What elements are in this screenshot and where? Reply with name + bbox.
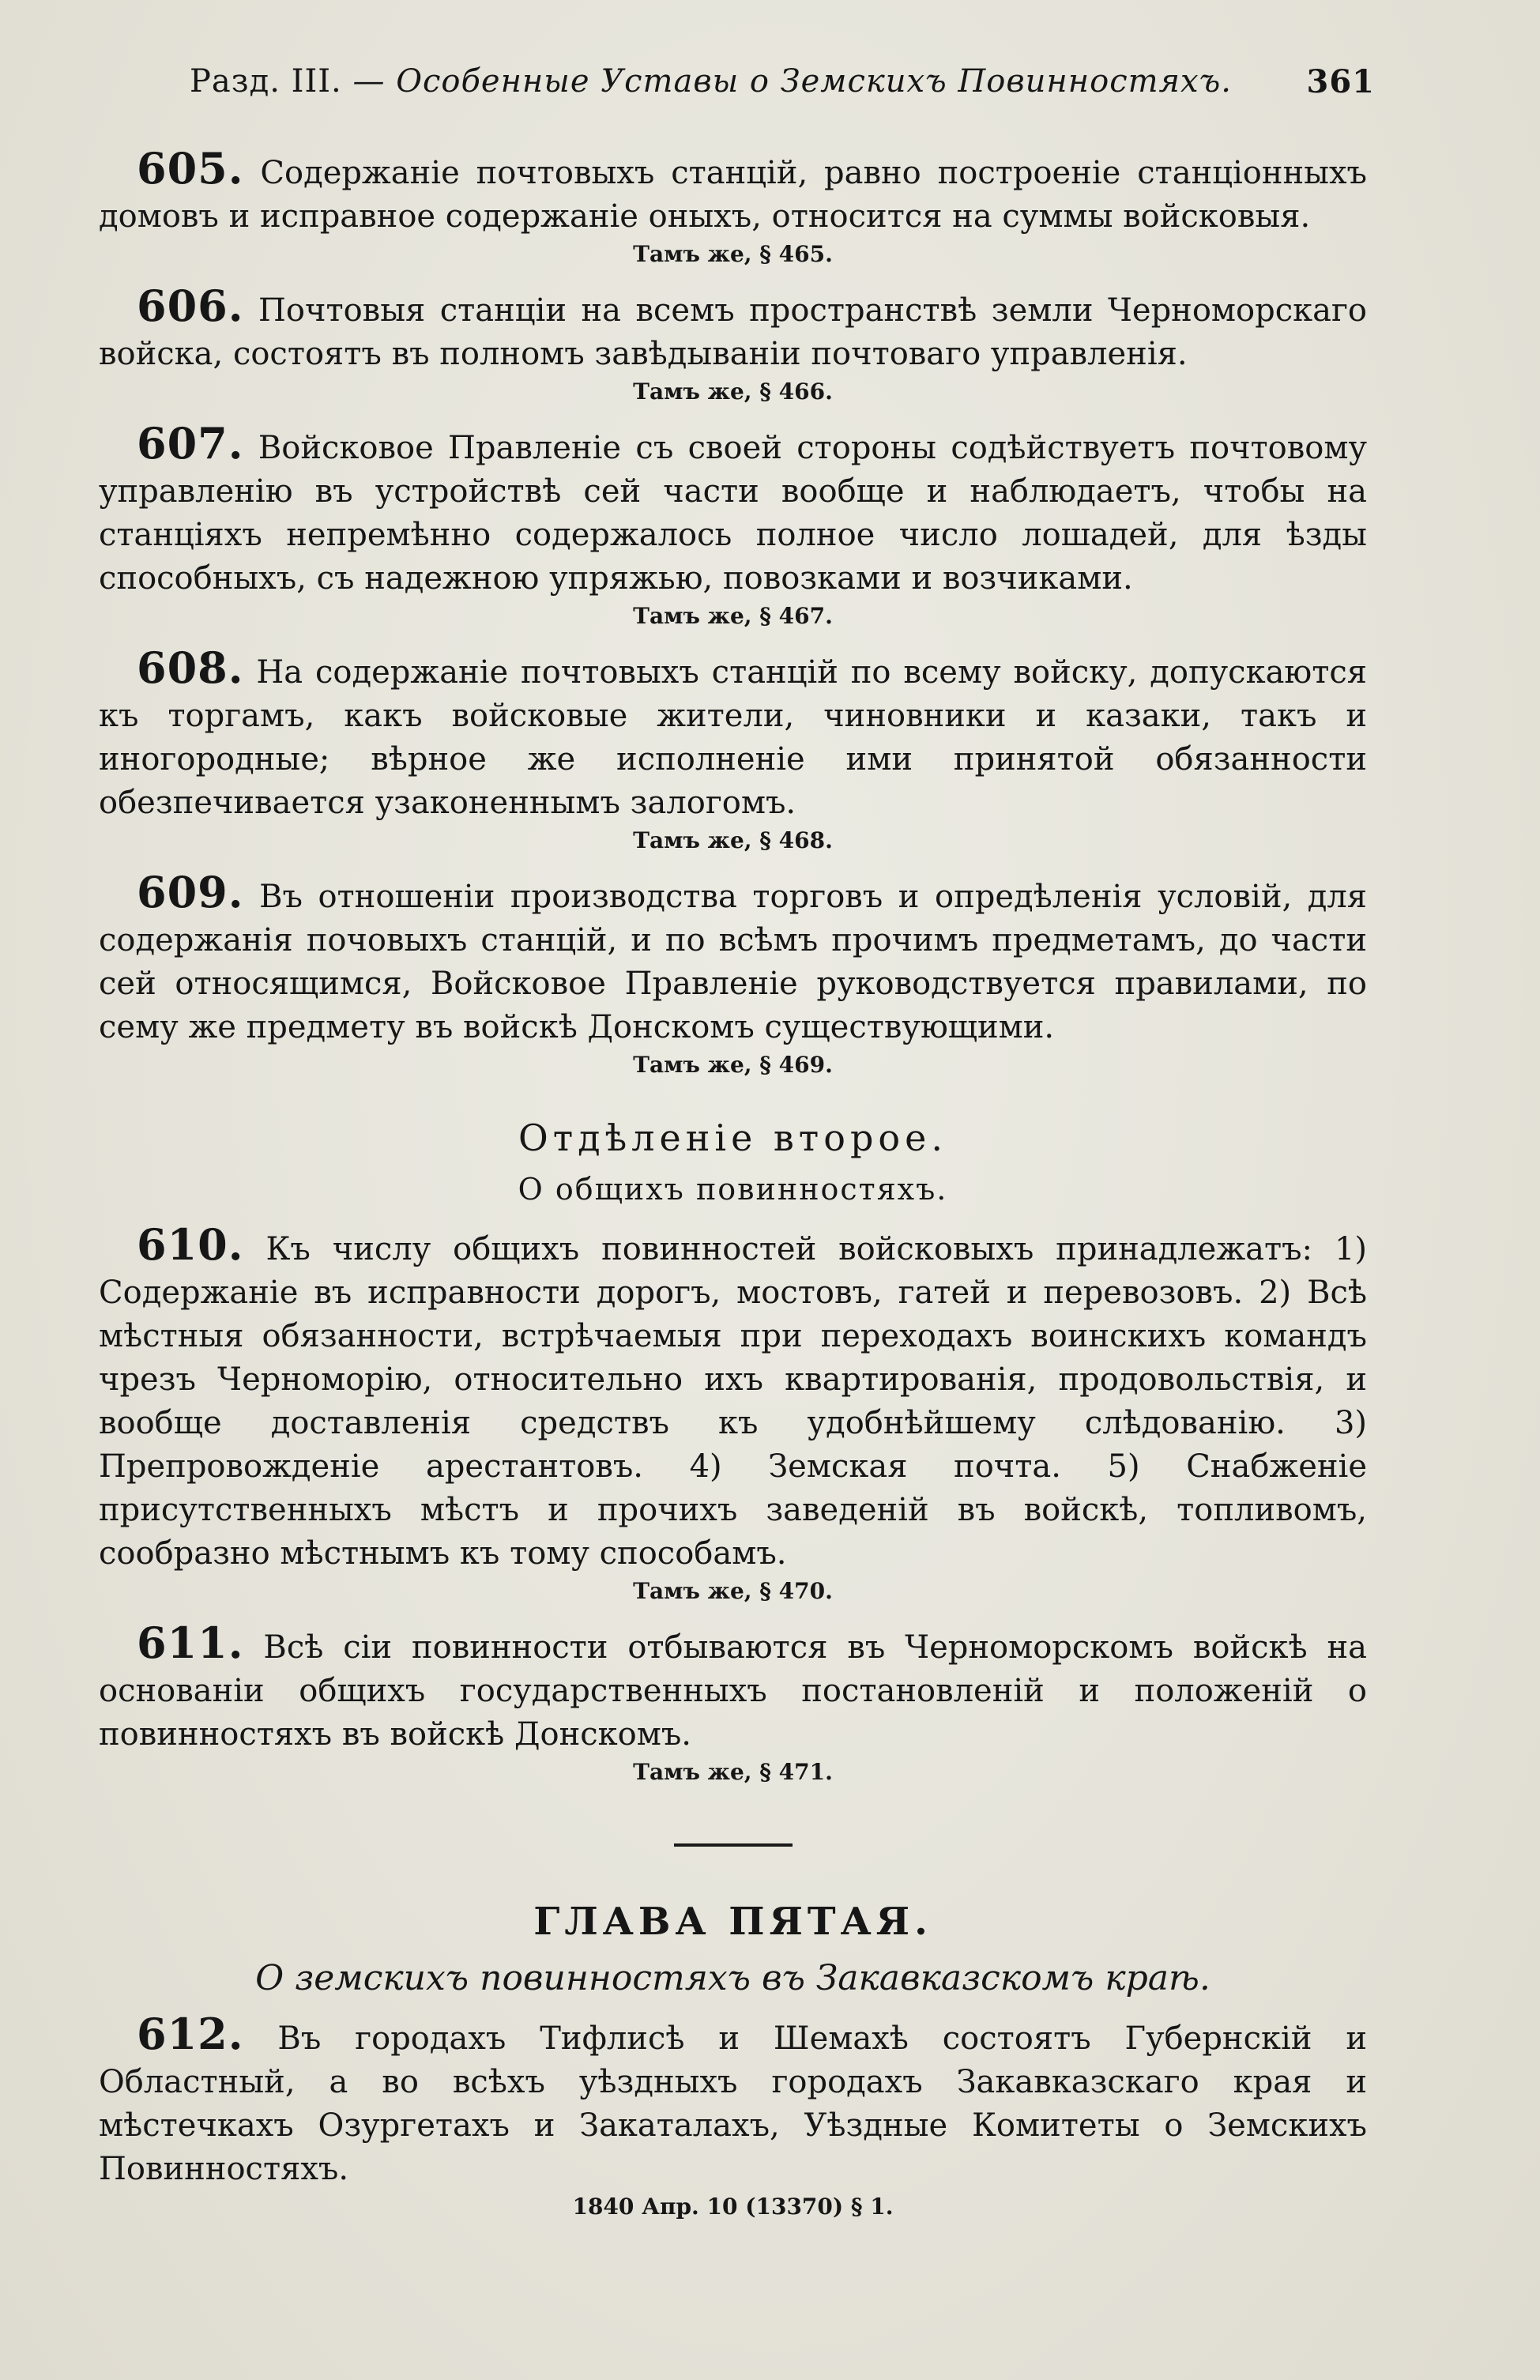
article-citation: Тамъ же, § 471.: [633, 1759, 833, 1785]
division-subtitle: О общихъ повинностяхъ.: [518, 1172, 948, 1207]
section-divider-rule: [674, 1843, 793, 1847]
article-number: 606.: [137, 281, 244, 331]
article-citation: Тамъ же, § 465.: [633, 241, 833, 267]
chapter-subtitle: О земскихъ повинностяхъ въ Закавказскомъ краѣ.: [255, 1958, 1211, 1998]
article-citation: Тамъ же, § 468.: [633, 827, 833, 853]
chapter-title: ГЛАВА ПЯТАЯ.: [533, 1900, 932, 1944]
article-number: 608.: [137, 642, 244, 693]
section-title: Особенные Уставы о Земскихъ Повинностяхъ.: [396, 63, 1232, 100]
article-text: Войсковое Правленіе съ своей стороны содѣйствуетъ почтовому управленію въ устройствѣ сей части вообще и наблюдаетъ, чтобы на станціяхъ непремѣнно содержалось полное число лошадей, для ѣзды способныхъ, съ надежною упряжью, повозками и возчиками.: [99, 430, 1368, 597]
article-606: [99, 281, 1368, 408]
article-citation: Тамъ же, § 466.: [633, 378, 833, 405]
article-citation: 1840 Апр. 10 (13370) § 1.: [572, 2194, 894, 2220]
article-text: Содержаніе почтовыхъ станцій, равно построеніе станціонныхъ домовъ и исправное содержаніе оныхъ, относится на суммы войсковыя.: [99, 155, 1367, 235]
page-number: 361: [1306, 63, 1375, 100]
article-609: [99, 867, 1368, 1081]
article-citation: Тамъ же, § 469.: [633, 1052, 833, 1078]
article-text: Всѣ сіи повинности отбываются въ Черноморскомъ войскѣ на основаніи общихъ государственныхъ постановленій и положеній о повинностяхъ въ войскѣ Донскомъ.: [99, 1629, 1367, 1753]
article-611: [99, 1617, 1367, 1788]
article-text: На содержаніе почтовыхъ станцій по всему войску, допускаются къ торгамъ, какъ войсковые жители, чиновники и казаки, такъ и иногородные; вѣрное же исполненіе ими принятой обязанности обезпечивается узаконеннымъ залогомъ.: [99, 654, 1368, 821]
article-608: [99, 642, 1368, 857]
article-612: [99, 2009, 1367, 2223]
article-607: [99, 418, 1368, 632]
article-text: Почтовыя станціи на всемъ пространствѣ земли Черноморскаго войска, состоятъ въ полномъ завѣдываніи почтоваго управленія.: [99, 292, 1368, 372]
article-610: [99, 1219, 1367, 1607]
article-number: 610.: [137, 1219, 244, 1270]
article-number: 612.: [137, 2009, 244, 2059]
article-citation: Тамъ же, § 470.: [633, 1578, 833, 1604]
article-number: 609.: [137, 867, 244, 917]
header-dash: —: [352, 63, 386, 100]
article-text: Въ городахъ Тифлисѣ и Шемахѣ состоятъ Губернскій и Областный, а во всѣхъ уѣздныхъ городахъ Закавказскаго края и мѣстечкахъ Озургетахъ и Закаталахъ, Уѣздные Комитеты о Земскихъ Повинностяхъ.: [99, 2020, 1367, 2187]
header-section: [190, 63, 1232, 100]
article-number: 605.: [137, 143, 244, 194]
section-label: Разд. III.: [190, 63, 342, 100]
article-text: Къ числу общихъ повинностей войсковыхъ принадлежатъ: 1) Содержаніе въ исправности дорогъ, мостовъ, гатей и перевозовъ. 2) Всѣ мѣстныя обязанности, встрѣчаемыя при переходахъ воинскихъ командъ чрезъ Черноморію, относительно ихъ квартированія, продовольствія, и вообще доставленія средствъ къ удобнѣйшему слѣдованію. 3) Препровожденіе арестантовъ. 4) Земская почта. 5) Снабженіе присутственныхъ мѣстъ и прочихъ заведеній въ войскѣ, топливомъ, сообразно мѣстнымъ къ тому способамъ.: [99, 1231, 1367, 1572]
running-header: [190, 63, 1375, 111]
article-605: [99, 143, 1367, 270]
article-text: Въ отношеніи производства торговъ и опредѣленія условій, для содержанія почовыхъ станцій, и по всѣмъ прочимъ предметамъ, до части сей относящимся, Войсковое Правленіе руководствуется правилами, по сему же предмету въ войскѣ Донскомъ существующими.: [99, 879, 1368, 1045]
article-citation: Тамъ же, § 467.: [633, 603, 833, 629]
article-number: 607.: [137, 418, 244, 469]
article-number: 611.: [137, 1617, 244, 1668]
page-body: [99, 143, 1368, 2237]
division-title: Отдѣленіе второе.: [518, 1117, 947, 1159]
